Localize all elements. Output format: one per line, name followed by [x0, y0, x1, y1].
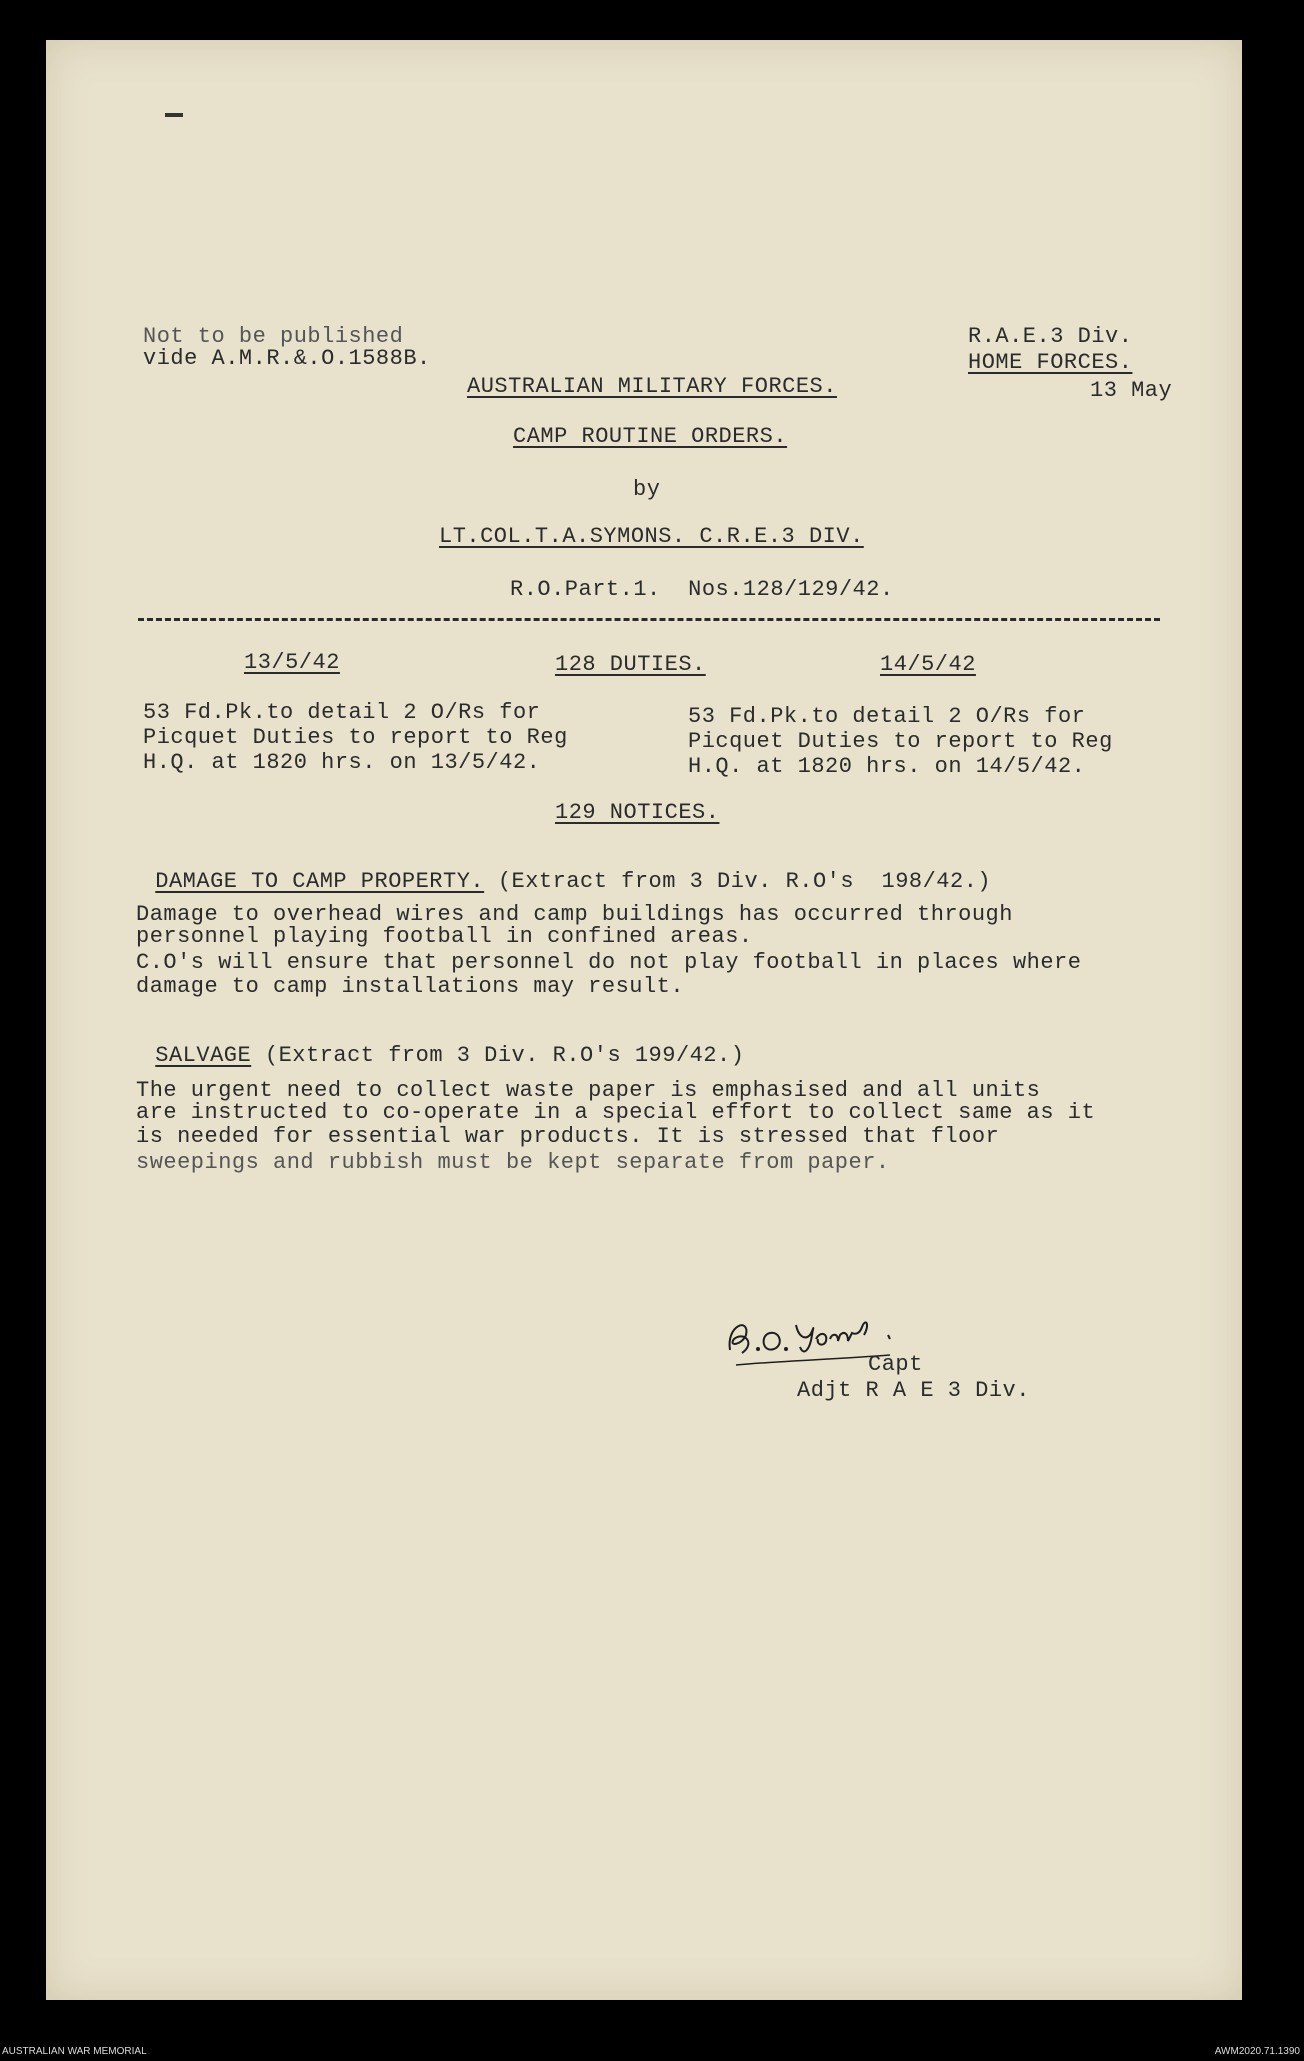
salvage-heading: SALVAGE [155, 1043, 252, 1068]
issuing-officer: LT.COL.T.A.SYMONS. C.R.E.3 DIV. [439, 524, 864, 549]
damage-heading-line [136, 850, 991, 895]
order-reference: R.O.Part.1. Nos.128/129/42. [510, 577, 894, 602]
order-date: 13 May [1090, 378, 1173, 403]
duty-right-line: Picquet Duties to report to Reg [688, 729, 1113, 754]
document-title: AUSTRALIAN MILITARY FORCES. [467, 374, 837, 399]
archive-credit: AUSTRALIAN WAR MEMORIAL [2, 2046, 147, 2057]
notices-heading: 129 NOTICES. [555, 800, 720, 825]
duty-right-line: 53 Fd.Pk.to detail 2 O/Rs for [688, 704, 1086, 729]
salvage-body-line: are instructed to co-operate in a special effort to collect same as it [136, 1100, 1096, 1125]
punch-mark [165, 113, 183, 117]
salvage-body-line: sweepings and rubbish must be kept separate from paper. [136, 1150, 890, 1175]
damage-heading: DAMAGE TO CAMP PROPERTY. [155, 869, 485, 894]
duties-heading: 128 DUTIES. [555, 652, 706, 677]
unit-designation: R.A.E.3 Div. [968, 324, 1133, 349]
duty-right-line: H.Q. at 1820 hrs. on 14/5/42. [688, 754, 1086, 779]
damage-body-line: C.O's will ensure that personnel do not play football in places where [136, 950, 1082, 975]
by-line: by [633, 477, 661, 502]
divider-rule [138, 618, 1160, 621]
archive-reference: AWM2020.71.1390 [1214, 2046, 1300, 2057]
damage-extract: (Extract from 3 Div. R.O's 198/42.) [484, 869, 992, 894]
duties-date-left: 13/5/42 [244, 650, 340, 675]
damage-body-line: Damage to overhead wires and camp buildings has occurred through [136, 902, 1013, 927]
salvage-extract: (Extract from 3 Div. R.O's 199/42.) [251, 1043, 745, 1068]
duties-date-right: 14/5/42 [880, 652, 976, 677]
damage-body-line: personnel playing football in confined areas. [136, 924, 753, 949]
publication-note-line2: vide A.M.R.&.O.1588B. [143, 346, 431, 371]
salvage-body-line: is needed for essential war products. It is stressed that floor [136, 1124, 1000, 1149]
document-subtitle: CAMP ROUTINE ORDERS. [513, 424, 788, 449]
salvage-heading-line [136, 1024, 744, 1069]
forces-designation: HOME FORCES. [968, 350, 1133, 375]
duty-left-line: Picquet Duties to report to Reg [143, 725, 568, 750]
salvage-body-line: The urgent need to collect waste paper is emphasised and all units [136, 1078, 1041, 1103]
damage-body-line: damage to camp installations may result. [136, 974, 685, 999]
signatory-rank: Capt [868, 1352, 923, 1377]
publication-note-line1: Not to be published [143, 324, 404, 349]
duty-left-line: 53 Fd.Pk.to detail 2 O/Rs for [143, 700, 541, 725]
signatory-title: Adjt R A E 3 Div. [797, 1378, 1030, 1403]
duty-left-line: H.Q. at 1820 hrs. on 13/5/42. [143, 750, 541, 775]
